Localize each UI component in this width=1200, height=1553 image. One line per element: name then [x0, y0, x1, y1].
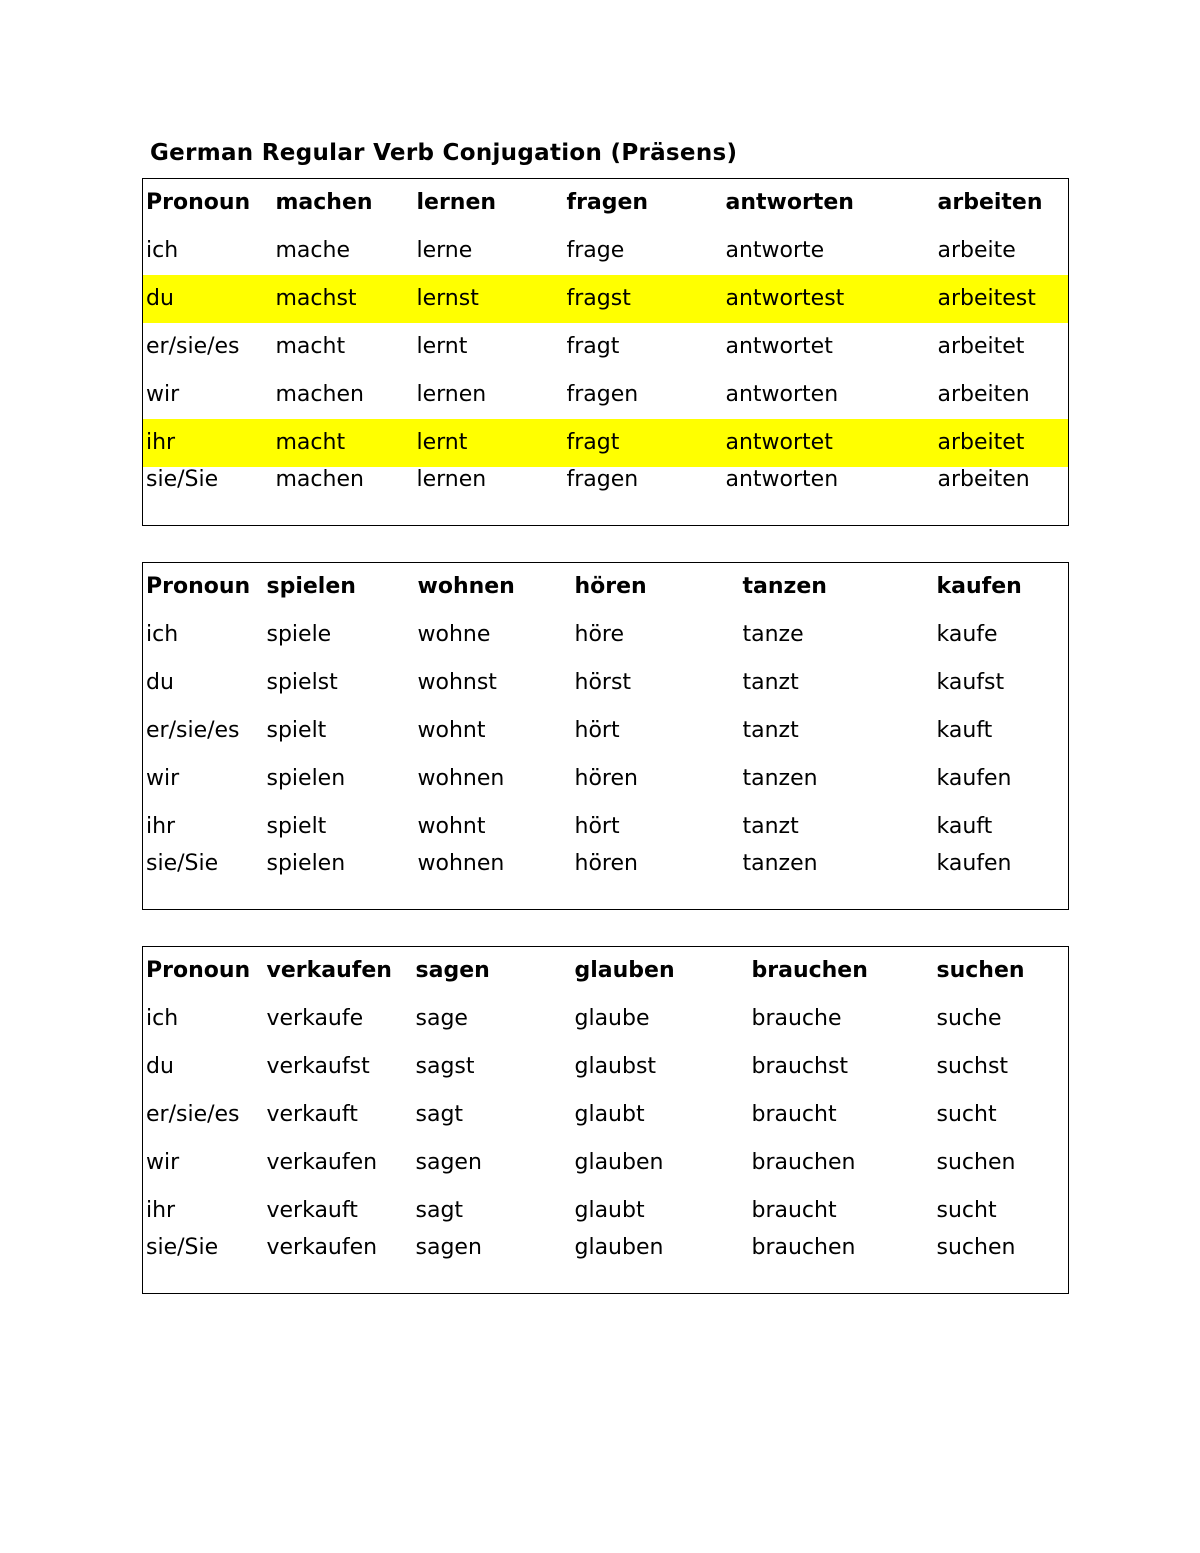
table-row-highlighted: [143, 419, 1069, 467]
pronoun-cell: wir: [146, 382, 180, 407]
conjugation-cell: spielst: [266, 670, 338, 695]
conjugation-cell: antworten: [725, 382, 839, 407]
table-row: [143, 1091, 1069, 1139]
conjugation-cell: lernen: [416, 467, 487, 492]
table-header-row: [143, 563, 1069, 612]
table-row: [143, 851, 1069, 910]
conjugation-cell: spielen: [266, 766, 346, 791]
conjugation-table-1: [142, 178, 1069, 526]
table-header-row: [143, 947, 1069, 996]
conjugation-cell: fragst: [564, 275, 723, 323]
conjugation-cell: sucht: [936, 1102, 997, 1127]
table-row: [143, 1139, 1069, 1187]
pronoun-cell: wir: [146, 1150, 180, 1175]
conjugation-cell: lernen: [416, 382, 487, 407]
conjugation-cell: antwortest: [723, 275, 935, 323]
conjugation-table-3: [142, 946, 1069, 1294]
conjugation-cell: machen: [275, 467, 364, 492]
pronoun-cell: wir: [146, 766, 180, 791]
column-header-verb: antworten: [725, 190, 854, 215]
conjugation-cell: tanzt: [742, 718, 799, 743]
table-row: [143, 803, 1069, 851]
conjugation-cell: lerne: [416, 238, 473, 263]
conjugation-cell: hören: [574, 766, 638, 791]
conjugation-cell: tanzen: [742, 851, 818, 876]
column-header-verb: glauben: [574, 958, 675, 983]
pronoun-cell: er/sie/es: [146, 1102, 240, 1127]
column-header-verb: lernen: [416, 190, 497, 215]
conjugation-cell: kaufen: [936, 851, 1012, 876]
conjugation-cell: fragt: [564, 419, 723, 467]
column-header-verb: brauchen: [751, 958, 868, 983]
pronoun-cell: du: [146, 1054, 174, 1079]
column-header-verb: suchen: [936, 958, 1025, 983]
conjugation-cell: arbeitet: [937, 334, 1025, 359]
table-row: [143, 1043, 1069, 1091]
conjugation-cell: wohne: [417, 622, 491, 647]
pronoun-cell: ihr: [146, 1198, 176, 1223]
conjugation-cell: sagt: [415, 1102, 464, 1127]
page-title: German Regular Verb Conjugation (Präsens): [150, 140, 738, 166]
column-header-pronoun: Pronoun: [146, 574, 251, 599]
conjugation-cell: sagst: [415, 1054, 475, 1079]
conjugation-cell: antworten: [725, 467, 839, 492]
conjugation-cell: wohnen: [417, 766, 505, 791]
conjugation-cell: spielt: [266, 814, 327, 839]
conjugation-cell: tanzt: [742, 814, 799, 839]
table-row: [143, 995, 1069, 1043]
conjugation-cell: arbeitet: [935, 419, 1069, 467]
column-header-verb: verkaufen: [266, 958, 392, 983]
conjugation-cell: antwortet: [725, 334, 833, 359]
conjugation-cell: kauft: [936, 718, 993, 743]
pronoun-cell: du: [146, 670, 174, 695]
conjugation-cell: glaubt: [574, 1102, 645, 1127]
conjugation-cell: machst: [273, 275, 414, 323]
conjugation-cell: brauchst: [751, 1054, 849, 1079]
conjugation-cell: hörst: [574, 670, 632, 695]
conjugation-cell: verkaufst: [266, 1054, 370, 1079]
conjugation-cell: tanzen: [742, 766, 818, 791]
conjugation-cell: macht: [273, 419, 414, 467]
conjugation-cell: glauben: [574, 1235, 664, 1260]
pronoun-cell: sie/Sie: [146, 1235, 219, 1260]
conjugation-cell: braucht: [751, 1198, 837, 1223]
table-row: [143, 371, 1069, 419]
conjugation-cell: machen: [275, 382, 364, 407]
conjugation-cell: wohnen: [417, 851, 505, 876]
column-header-verb: hören: [574, 574, 647, 599]
table-row: [143, 467, 1069, 526]
conjugation-cell: wohnt: [417, 718, 486, 743]
pronoun-cell: sie/Sie: [146, 851, 219, 876]
conjugation-cell: spiele: [266, 622, 332, 647]
conjugation-cell: mache: [275, 238, 350, 263]
conjugation-cell: tanze: [742, 622, 804, 647]
table-row: [143, 1235, 1069, 1294]
conjugation-cell: hört: [574, 718, 620, 743]
conjugation-cell: verkaufe: [266, 1006, 364, 1031]
conjugation-cell: brauchen: [751, 1235, 856, 1260]
conjugation-cell: hört: [574, 814, 620, 839]
conjugation-cell: glaubt: [574, 1198, 645, 1223]
pronoun-cell: ich: [146, 1006, 179, 1031]
column-header-verb: machen: [275, 190, 373, 215]
conjugation-cell: antworte: [725, 238, 825, 263]
conjugation-cell: suchst: [936, 1054, 1009, 1079]
pronoun-cell: ihr: [143, 419, 273, 467]
pronoun-cell: er/sie/es: [146, 334, 240, 359]
column-header-verb: fragen: [566, 190, 649, 215]
conjugation-cell: höre: [574, 622, 624, 647]
conjugation-cell: tanzt: [742, 670, 799, 695]
conjugation-cell: brauche: [751, 1006, 842, 1031]
column-header-verb: spielen: [266, 574, 356, 599]
conjugation-cell: arbeiten: [937, 382, 1030, 407]
table-row: [143, 611, 1069, 659]
conjugation-cell: spielt: [266, 718, 327, 743]
conjugation-cell: kaufe: [936, 622, 998, 647]
conjugation-cell: suchen: [936, 1235, 1016, 1260]
conjugation-cell: fragen: [566, 382, 639, 407]
conjugation-cell: verkauft: [266, 1198, 358, 1223]
column-header-verb: kaufen: [936, 574, 1022, 599]
conjugation-cell: fragt: [566, 334, 620, 359]
table-row: [143, 1187, 1069, 1235]
conjugation-cell: spielen: [266, 851, 346, 876]
conjugation-cell: glaubst: [574, 1054, 657, 1079]
conjugation-cell: arbeite: [937, 238, 1016, 263]
conjugation-cell: wohnt: [417, 814, 486, 839]
conjugation-cell: sucht: [936, 1198, 997, 1223]
conjugation-cell: kaufst: [936, 670, 1005, 695]
table-row: [143, 707, 1069, 755]
conjugation-cell: sagen: [415, 1150, 482, 1175]
column-header-verb: tanzen: [742, 574, 827, 599]
table-row: [143, 227, 1069, 275]
pronoun-cell: ich: [146, 622, 179, 647]
conjugation-cell: kauft: [936, 814, 993, 839]
column-header-verb: wohnen: [417, 574, 515, 599]
table-row: [143, 323, 1069, 371]
conjugation-cell: glaube: [574, 1006, 650, 1031]
conjugation-cell: hören: [574, 851, 638, 876]
conjugation-cell: lernt: [416, 334, 468, 359]
pronoun-cell: sie/Sie: [146, 467, 219, 492]
conjugation-cell: lernt: [414, 419, 564, 467]
conjugation-cell: sagt: [415, 1198, 464, 1223]
column-header-verb: sagen: [415, 958, 490, 983]
table-row: [143, 755, 1069, 803]
pronoun-cell: ihr: [146, 814, 176, 839]
conjugation-cell: frage: [566, 238, 625, 263]
conjugation-cell: arbeiten: [937, 467, 1030, 492]
conjugation-cell: sage: [415, 1006, 468, 1031]
table-row-highlighted: [143, 275, 1069, 323]
conjugation-cell: suchen: [936, 1150, 1016, 1175]
table-row: [143, 659, 1069, 707]
conjugation-cell: macht: [275, 334, 346, 359]
conjugation-cell: suche: [936, 1006, 1002, 1031]
conjugation-cell: verkauft: [266, 1102, 358, 1127]
conjugation-cell: wohnst: [417, 670, 497, 695]
conjugation-cell: fragen: [566, 467, 639, 492]
pronoun-cell: er/sie/es: [146, 718, 240, 743]
pronoun-cell: du: [143, 275, 273, 323]
conjugation-cell: sagen: [415, 1235, 482, 1260]
column-header-verb: arbeiten: [937, 190, 1043, 215]
conjugation-cell: antwortet: [723, 419, 935, 467]
column-header-pronoun: Pronoun: [146, 190, 251, 215]
column-header-pronoun: Pronoun: [146, 958, 251, 983]
conjugation-cell: verkaufen: [266, 1235, 378, 1260]
conjugation-cell: braucht: [751, 1102, 837, 1127]
conjugation-cell: arbeitest: [935, 275, 1069, 323]
conjugation-cell: glauben: [574, 1150, 664, 1175]
conjugation-cell: kaufen: [936, 766, 1012, 791]
conjugation-cell: verkaufen: [266, 1150, 378, 1175]
conjugation-cell: lernst: [414, 275, 564, 323]
table-header-row: [143, 179, 1069, 228]
conjugation-cell: brauchen: [751, 1150, 856, 1175]
conjugation-table-2: [142, 562, 1069, 910]
pronoun-cell: ich: [146, 238, 179, 263]
